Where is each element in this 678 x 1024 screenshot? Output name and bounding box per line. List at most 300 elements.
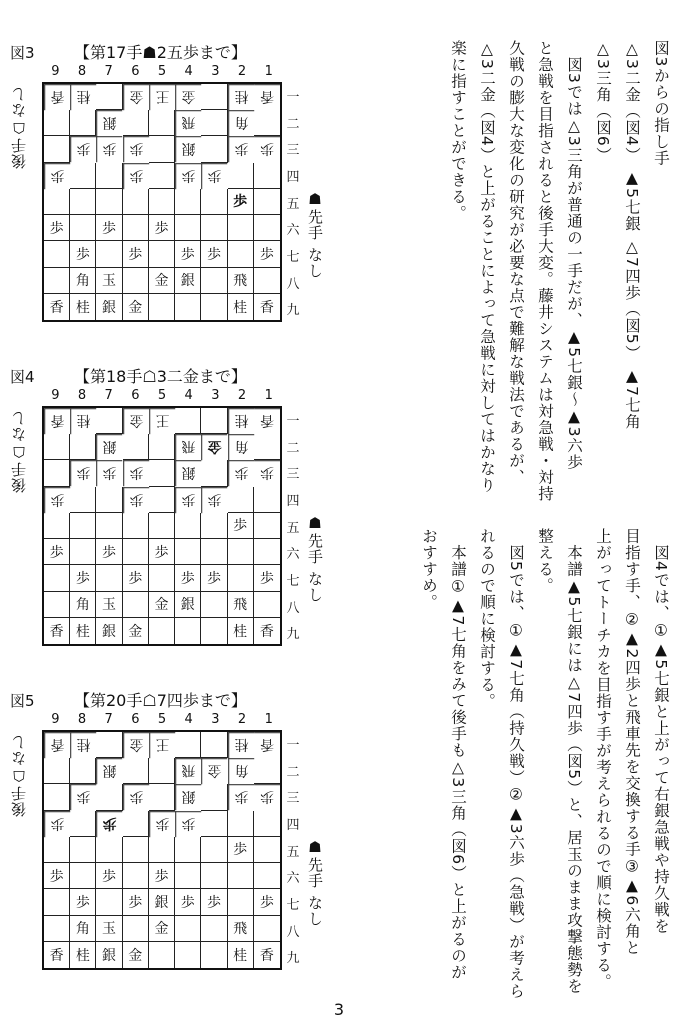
board-square [96, 241, 122, 267]
board-square [44, 110, 70, 136]
board-square [201, 811, 227, 837]
text-column: 本譜①▲7七角をみて後手も△3三角（図6）と上がるのが [449, 528, 467, 981]
board-square [201, 916, 227, 942]
piece: 金 [123, 408, 149, 434]
piece: 歩 [175, 811, 201, 837]
board-square [201, 215, 227, 241]
file-number: 7 [104, 64, 113, 79]
board-square [149, 837, 175, 863]
board-square [70, 487, 96, 513]
sente-hand: ☗先手 なし [306, 514, 324, 603]
board-square [70, 163, 96, 189]
board-square [201, 110, 227, 136]
text-column: おすすめ。 [420, 528, 438, 611]
board-square [149, 487, 175, 513]
piece: 歩 [228, 837, 254, 863]
board-square [96, 513, 122, 539]
piece: 歩 [254, 784, 280, 810]
piece: 銀 [175, 136, 201, 162]
board-square [228, 163, 254, 189]
board-square [149, 758, 175, 784]
file-number: 3 [211, 64, 220, 79]
rank-numbers [285, 730, 301, 970]
board-square [123, 916, 149, 942]
piece: 歩 [70, 136, 96, 162]
board-square [228, 487, 254, 513]
piece: 歩 [149, 811, 175, 837]
piece: 桂 [228, 408, 254, 434]
board-square [254, 539, 280, 565]
board-square [175, 837, 201, 863]
board-square [96, 487, 122, 513]
diagram-title: 【第17手☗2五歩まで】 [74, 43, 247, 62]
board-square [201, 863, 227, 889]
board-square [44, 513, 70, 539]
piece: 銀 [96, 110, 122, 136]
piece: 桂 [228, 732, 254, 758]
file-number: 1 [264, 64, 273, 79]
piece: 銀 [96, 434, 122, 460]
piece: 角 [228, 110, 254, 136]
piece: 桂 [70, 84, 96, 110]
piece: 歩 [123, 460, 149, 486]
board-square [123, 837, 149, 863]
file-number: 5 [157, 712, 167, 727]
board-square [70, 434, 96, 460]
board-square [123, 592, 149, 618]
piece: 歩 [175, 163, 201, 189]
board-square [149, 241, 175, 267]
piece: 香 [44, 618, 70, 644]
board-square [70, 863, 96, 889]
file-number: 4 [184, 712, 193, 727]
file-numbers [42, 388, 282, 404]
shogi-board [42, 730, 282, 970]
piece: 歩 [228, 460, 254, 486]
sente-hand: ☗先手 なし [306, 190, 324, 279]
text-column: △3三角（図6） [594, 40, 612, 164]
board-square [70, 513, 96, 539]
text-column: 図3では△3三角が普通の一手だが、▲5七銀～▲3六歩 [565, 40, 583, 471]
board-square [201, 618, 227, 644]
board-square [70, 539, 96, 565]
piece: 歩 [123, 241, 149, 267]
file-number: 9 [51, 64, 60, 79]
text-column: 久戦の膨大な変化の研究が必要な点で難解な戦法であるが、 [507, 40, 525, 486]
rank-number: 四 [286, 493, 300, 509]
piece: 歩 [201, 487, 227, 513]
board-square [201, 837, 227, 863]
rank-number: 一 [286, 737, 300, 753]
piece: 銀 [175, 784, 201, 810]
piece: 飛 [175, 758, 201, 784]
file-number: 8 [77, 64, 87, 79]
board-square [228, 215, 254, 241]
board-square [254, 811, 280, 837]
piece: 金 [149, 592, 175, 618]
board-square [149, 434, 175, 460]
piece: 銀 [96, 942, 122, 968]
board-square [96, 889, 122, 915]
board-square [44, 916, 70, 942]
piece: 歩 [201, 565, 227, 591]
file-number: 3 [211, 388, 220, 403]
file-number: 5 [157, 64, 167, 79]
board-square [228, 241, 254, 267]
file-number: 6 [131, 712, 140, 727]
board-square [201, 84, 227, 110]
piece: 角 [228, 758, 254, 784]
rank-number: 三 [286, 467, 300, 483]
piece: 歩 [123, 889, 149, 915]
board-square [96, 84, 122, 110]
board-square [175, 942, 201, 968]
board-square [96, 565, 122, 591]
file-number: 4 [184, 64, 193, 79]
gote-hand: 後手☖なし [10, 734, 28, 817]
board-square [201, 294, 227, 320]
piece: 歩 [70, 784, 96, 810]
board-square [123, 215, 149, 241]
piece: 歩 [123, 784, 149, 810]
board-square [254, 163, 280, 189]
piece: 歩 [70, 889, 96, 915]
piece: 歩 [175, 487, 201, 513]
board-square [175, 513, 201, 539]
piece: 角 [70, 916, 96, 942]
board-square [228, 811, 254, 837]
piece: 香 [254, 732, 280, 758]
text-column: 整える。 [536, 528, 554, 594]
piece: 金 [201, 758, 227, 784]
file-number: 5 [157, 388, 167, 403]
rank-number: 六 [286, 547, 300, 563]
rank-numbers [285, 82, 301, 322]
board-square [201, 942, 227, 968]
rank-number: 八 [286, 924, 300, 940]
board-square [123, 758, 149, 784]
board-square [201, 268, 227, 294]
piece: 歩 [44, 163, 70, 189]
piece: 歩 [70, 565, 96, 591]
board-square [96, 189, 122, 215]
file-number: 9 [51, 712, 60, 727]
board-square [201, 513, 227, 539]
rank-number: 五 [286, 520, 300, 536]
piece: 桂 [70, 732, 96, 758]
file-number: 6 [131, 64, 140, 79]
rank-number: 六 [286, 223, 300, 239]
rank-number: 二 [286, 440, 300, 456]
piece: 香 [44, 942, 70, 968]
piece: 桂 [70, 618, 96, 644]
board-square [96, 163, 122, 189]
board-square [254, 592, 280, 618]
text-column: △3二金（図4）と上がることによって急戦に対してはかなり [478, 40, 496, 494]
rank-number: 三 [286, 791, 300, 807]
board-square [254, 215, 280, 241]
piece: 歩 [149, 863, 175, 889]
piece: 歩 [96, 539, 122, 565]
piece: 金 [123, 732, 149, 758]
rank-number: 一 [286, 413, 300, 429]
piece: 歩 [175, 565, 201, 591]
piece: 歩 [44, 863, 70, 889]
piece: 王 [149, 408, 175, 434]
file-number: 8 [77, 388, 87, 403]
piece: 飛 [228, 592, 254, 618]
board-square [201, 408, 227, 434]
piece: 歩 [123, 136, 149, 162]
diagram-label: 図4 [10, 368, 35, 386]
board-square [96, 784, 122, 810]
rank-numbers [285, 406, 301, 646]
board-square [149, 110, 175, 136]
piece: 金 [201, 434, 227, 460]
board-square [44, 565, 70, 591]
piece: 金 [123, 84, 149, 110]
piece: 香 [259, 947, 274, 964]
piece: 歩 [254, 241, 280, 267]
board-square [70, 215, 96, 241]
piece: 歩 [44, 811, 70, 837]
rank-number: 八 [286, 600, 300, 616]
piece: 香 [254, 408, 280, 434]
piece: 香 [259, 623, 274, 640]
piece: 歩 [228, 136, 254, 162]
piece: 金 [149, 916, 175, 942]
piece: 歩 [96, 811, 122, 837]
text-column: 図4では、①▲5七銀と上がって右銀急戦や持久戦を [652, 528, 670, 935]
piece: 歩 [123, 487, 149, 513]
board-square [175, 732, 201, 758]
board-square [44, 889, 70, 915]
board-square [201, 784, 227, 810]
board-square [175, 189, 201, 215]
board-square [254, 434, 280, 460]
piece: 飛 [175, 110, 201, 136]
board-square [123, 513, 149, 539]
board-square [228, 863, 254, 889]
text-column: 楽に指すことができる。 [449, 40, 467, 222]
board-square [44, 784, 70, 810]
board-square [70, 837, 96, 863]
sente-hand: ☗先手 なし [306, 838, 324, 927]
board-square [175, 863, 201, 889]
piece: 桂 [228, 84, 254, 110]
piece: 香 [259, 299, 274, 316]
board-square [44, 758, 70, 784]
piece: 歩 [175, 241, 201, 267]
diagram-3 [8, 42, 324, 319]
rank-number: 六 [286, 871, 300, 887]
rank-number: 一 [286, 89, 300, 105]
board-square [201, 136, 227, 162]
rank-number: 八 [286, 276, 300, 292]
board-square [201, 460, 227, 486]
board-square [201, 732, 227, 758]
piece: 歩 [70, 460, 96, 486]
board-square [175, 916, 201, 942]
file-number: 7 [104, 712, 113, 727]
piece: 歩 [44, 539, 70, 565]
board-square [44, 460, 70, 486]
file-numbers [42, 64, 282, 80]
board-square [149, 784, 175, 810]
board-square [123, 539, 149, 565]
board-square [96, 408, 122, 434]
board-square [254, 487, 280, 513]
piece: 飛 [228, 268, 254, 294]
gote-hand: 後手☖なし [10, 86, 28, 169]
board-square [96, 837, 122, 863]
piece: 銀 [96, 618, 122, 644]
rank-number: 二 [286, 764, 300, 780]
board-square [228, 539, 254, 565]
piece: 歩 [175, 889, 201, 915]
file-number: 3 [211, 712, 220, 727]
board-square [254, 110, 280, 136]
rank-number: 二 [286, 116, 300, 132]
board-square [149, 942, 175, 968]
piece: 歩 [96, 136, 122, 162]
diagram-title: 【第20手☖7四歩まで】 [74, 691, 247, 710]
piece: 歩 [44, 487, 70, 513]
piece: 桂 [70, 408, 96, 434]
shogi-board [42, 406, 282, 646]
piece: 歩 [149, 539, 175, 565]
board-square [175, 618, 201, 644]
file-numbers [42, 712, 282, 728]
rank-number: 七 [286, 897, 300, 913]
board-square [70, 758, 96, 784]
piece: 歩 [254, 889, 280, 915]
file-number: 8 [77, 712, 87, 727]
diagram-title: 【第18手☖3二金まで】 [74, 367, 247, 386]
piece: 角 [70, 268, 96, 294]
board-square [149, 294, 175, 320]
board-square [149, 513, 175, 539]
file-number: 2 [237, 64, 247, 79]
board-square [254, 863, 280, 889]
piece: 金 [149, 268, 175, 294]
diagram-label: 図5 [10, 692, 35, 710]
file-number: 6 [131, 388, 140, 403]
file-number: 2 [237, 712, 247, 727]
piece: 桂 [228, 618, 254, 644]
piece: 銀 [96, 294, 122, 320]
piece: 香 [254, 84, 280, 110]
board-square [149, 163, 175, 189]
piece: 金 [175, 84, 201, 110]
piece: 桂 [70, 294, 96, 320]
board-square [228, 565, 254, 591]
piece: 歩 [70, 241, 96, 267]
rank-number: 四 [286, 817, 300, 833]
board-square [254, 513, 280, 539]
piece: 飛 [175, 434, 201, 460]
piece: 玉 [96, 268, 122, 294]
text-column: 図3からの指し手 [652, 40, 670, 167]
board-square [254, 189, 280, 215]
piece: 香 [44, 84, 70, 110]
board-square [70, 811, 96, 837]
board-square [175, 408, 201, 434]
rank-number: 四 [286, 169, 300, 185]
piece: 香 [44, 732, 70, 758]
rank-number: 五 [286, 196, 300, 212]
piece: 角 [228, 434, 254, 460]
board-square [149, 618, 175, 644]
piece: 歩 [123, 163, 149, 189]
piece: 玉 [96, 916, 122, 942]
board-square [70, 189, 96, 215]
board-square [175, 215, 201, 241]
rank-number: 五 [286, 844, 300, 860]
board-square [123, 110, 149, 136]
board-square [254, 758, 280, 784]
diagram-label: 図3 [10, 44, 35, 62]
text-column: れるので順に検討する。 [478, 528, 496, 710]
rank-number: 七 [286, 249, 300, 265]
file-number: 1 [264, 712, 273, 727]
piece: 銀 [96, 758, 122, 784]
piece: 角 [70, 592, 96, 618]
piece: 金 [123, 618, 149, 644]
piece: 玉 [96, 592, 122, 618]
board-square [96, 732, 122, 758]
text-column: 目指す手、②▲2四歩と飛車先を交換する手③▲6六角と [623, 528, 641, 956]
piece: 桂 [228, 294, 254, 320]
board-square [254, 268, 280, 294]
piece: 歩 [96, 460, 122, 486]
piece: 歩 [44, 215, 70, 241]
piece: 金 [123, 294, 149, 320]
board-square [123, 189, 149, 215]
board-square [175, 539, 201, 565]
board-square [254, 837, 280, 863]
board-square [44, 189, 70, 215]
piece: 歩 [228, 513, 254, 539]
board-square [254, 916, 280, 942]
file-number: 2 [237, 388, 247, 403]
board-square [123, 863, 149, 889]
file-number: 7 [104, 388, 113, 403]
piece: 銀 [175, 592, 201, 618]
gote-hand: 後手☖なし [10, 410, 28, 493]
piece: 歩 [254, 460, 280, 486]
text-column: 図5では、①▲7七角（持久戦）②▲3六歩（急戦）が考えら [507, 528, 525, 1000]
rank-number: 九 [286, 627, 300, 643]
text-column: 上がってトーチカを目指す手が考えられるので順に検討する。 [594, 528, 612, 990]
board-square [44, 592, 70, 618]
board-square [149, 565, 175, 591]
piece: 桂 [228, 942, 254, 968]
board-square [44, 136, 70, 162]
piece: 歩 [96, 215, 122, 241]
piece: 金 [123, 942, 149, 968]
rank-number: 七 [286, 573, 300, 589]
board-square [44, 268, 70, 294]
piece: 歩 [228, 784, 254, 810]
piece: 飛 [228, 916, 254, 942]
piece: 歩 [201, 241, 227, 267]
rank-number: 九 [286, 303, 300, 319]
rank-number: 九 [286, 951, 300, 967]
piece: 銀 [149, 889, 175, 915]
board-square [228, 889, 254, 915]
board-square [149, 460, 175, 486]
